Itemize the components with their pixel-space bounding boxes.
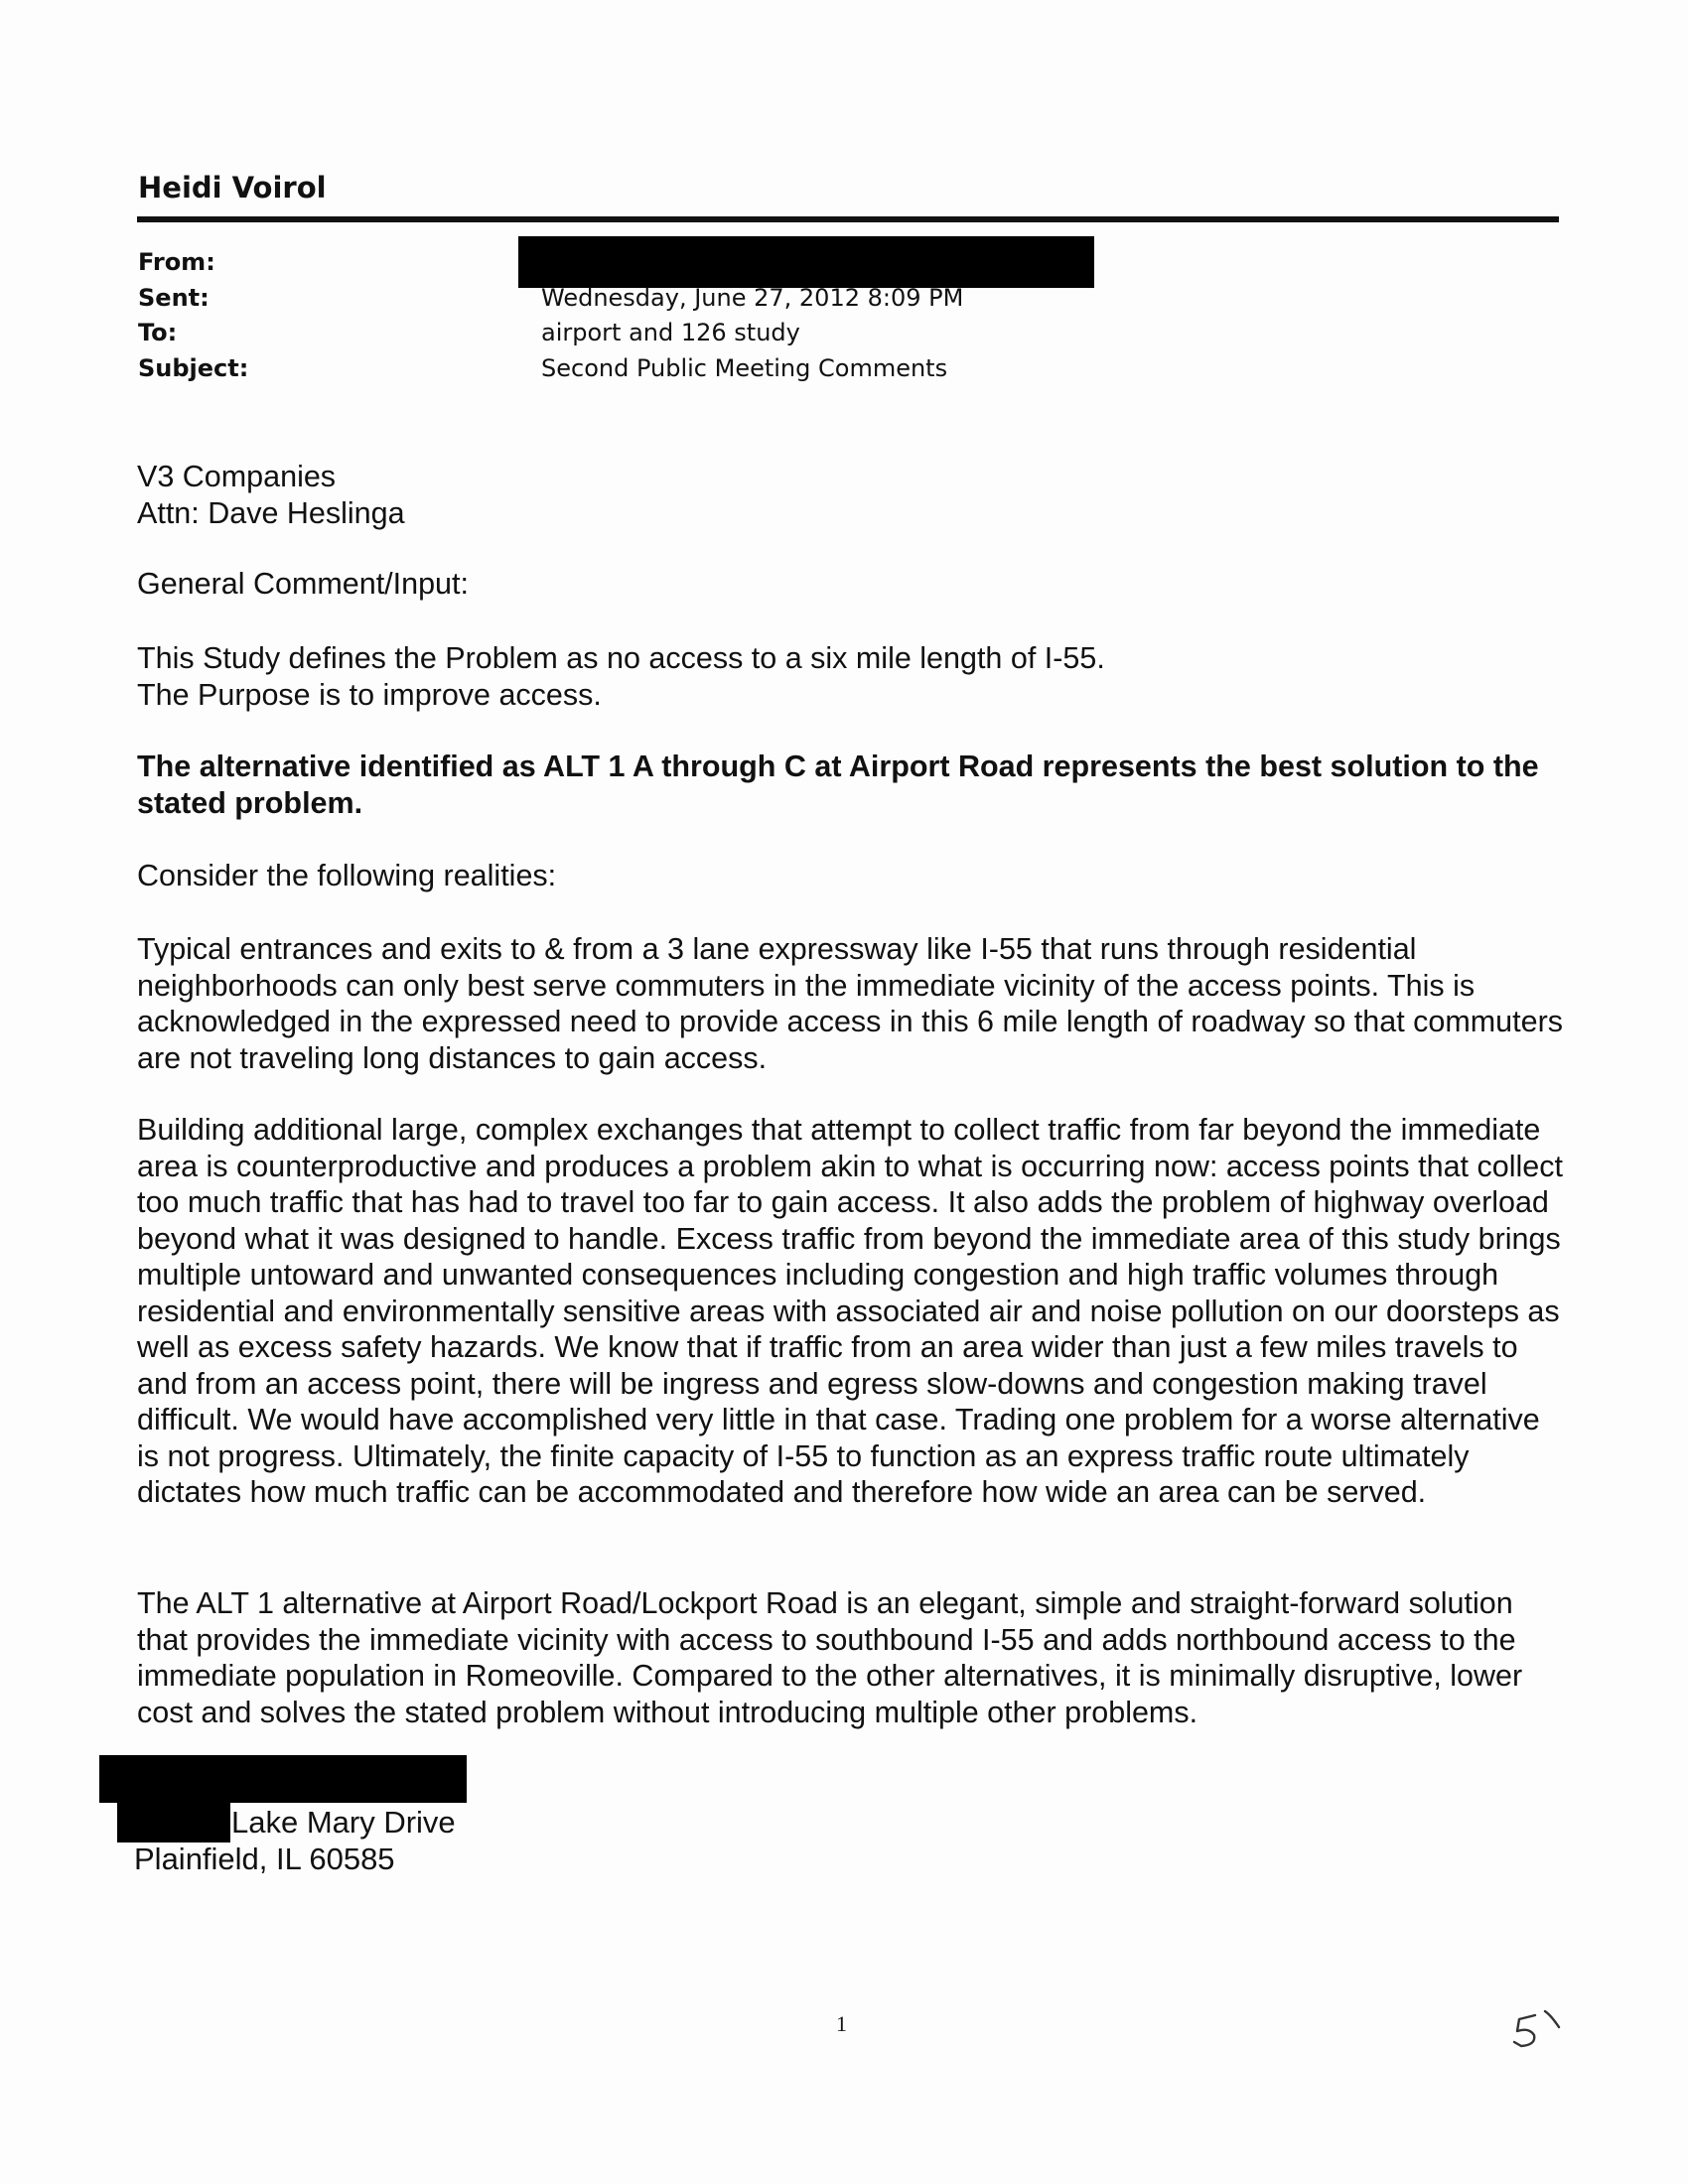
signature-street: Lake Mary Drive (231, 1805, 456, 1840)
paragraph-1: Typical entrances and exits to & from a 3 lane expressway like I-55 that runs through residential neighborhoods can only best serve commuters in the immediate vicinity of the access points. This is acknowledged in the expressed need to provide access in this 6 mile length of roadway so that commuters are not traveling long distances to gain access. (137, 932, 1563, 1075)
address-number-redaction-box (117, 1803, 230, 1843)
page-number: 1 (836, 2011, 847, 2036)
recipient-block (137, 459, 1567, 531)
realities-intro: Consider the following realities: (137, 859, 557, 892)
header-rule (137, 216, 1559, 222)
to-label: To: (138, 319, 178, 346)
problem-line-2: The Purpose is to improve access. (137, 677, 602, 712)
subject-value: Second Public Meeting Comments (541, 354, 948, 382)
recipient-company: V3 Companies (137, 460, 337, 493)
sender-name: Heidi Voirol (138, 171, 327, 205)
signature-city-state-zip: Plainfield, IL 60585 (134, 1842, 395, 1876)
handwritten-mark (1509, 2005, 1579, 2055)
from-label: From: (138, 248, 215, 276)
recipient-attn: Attn: Dave Heslinga (137, 495, 405, 530)
problem-line-1: This Study defines the Problem as no access to a six mile length of I-55. (137, 641, 1105, 675)
signature-name-redaction-box (99, 1755, 467, 1803)
sent-label: Sent: (138, 284, 210, 312)
paragraph-3: The ALT 1 alternative at Airport Road/Lockport Road is an elegant, simple and straight-forward solution that provides the immediate vicinity with access to southbound I-55 and adds northbound access to the immediate population in Romeoville. Compared to the other alternatives, it is minimally disruptive, lower cost and solves the stated problem without introducing multiple other problems. (137, 1586, 1523, 1729)
handwritten-51-drawing (1509, 2005, 1579, 2055)
section-heading: General Comment/Input: (137, 567, 469, 601)
paragraph-2: Building additional large, complex exchanges that attempt to collect traffic from far beyond the immediate area is counterproductive and produces a problem akin to what is occurring now: access points that collect too much traffic that has had to travel too far to gain access. It also adds the problem of highway overload beyond what it was designed to handle. Excess traffic from beyond the immediate area of this study brings multiple untoward and unwanted consequences including congestion and high traffic volumes through residential and environmentally sensitive areas with associated air and noise pollution on our doorsteps as well as excess safety hazards. We know that if traffic from an area wider than just a few miles travels to and from an access point, there will be ingress and egress slow-downs and congestion making travel difficult. We would have accomplished very little in that case. Trading one problem for a worse alternative is not progress. Ultimately, the finite capacity of I-55 to function as an express traffic route ultimately dictates how much traffic can be accommodated and therefore how wide an area can be served. (137, 1113, 1563, 1509)
subject-label: Subject: (138, 354, 249, 382)
bold-statement: The alternative identified as ALT 1 A through C at Airport Road represents the best solution to the stated problem. (137, 750, 1539, 820)
sent-value: Wednesday, June 27, 2012 8:09 PM (541, 284, 964, 312)
from-redaction-box (518, 236, 1094, 288)
to-value: airport and 126 study (541, 319, 800, 346)
problem-statement (137, 640, 1567, 713)
